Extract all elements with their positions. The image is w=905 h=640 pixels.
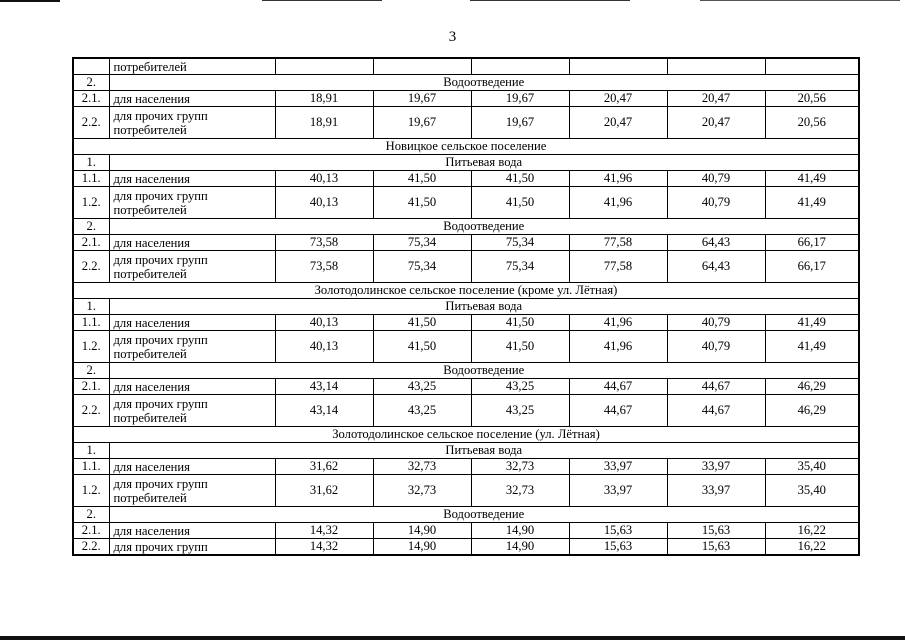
settlement-title: Золотодолинское сельское поселение (ул. Лётная) xyxy=(73,427,859,443)
tariff-value-cell: 41,50 xyxy=(373,171,471,187)
tariff-value-cell: 41,96 xyxy=(569,315,667,331)
table-row xyxy=(73,171,859,187)
table-row xyxy=(73,107,859,139)
tariff-value-cell: 40,79 xyxy=(667,331,765,363)
table-row xyxy=(73,459,859,475)
section-number: 2. xyxy=(73,507,109,523)
tariff-value-cell: 75,34 xyxy=(373,251,471,283)
empty-value-cell xyxy=(667,58,765,75)
section-title: Водоотведение xyxy=(109,219,859,235)
consumer-group-cell: для населения xyxy=(109,459,275,475)
settlement-title: Новицкое сельское поселение xyxy=(73,139,859,155)
tariff-value-cell: 43,25 xyxy=(373,395,471,427)
tariff-value-cell: 43,25 xyxy=(471,379,569,395)
consumer-group-cell: для прочих групп потребителей xyxy=(109,395,275,427)
tariff-value-cell: 43,25 xyxy=(471,395,569,427)
tariff-value-cell: 14,32 xyxy=(275,539,373,556)
table-row xyxy=(73,475,859,507)
table-row xyxy=(73,539,859,556)
tariff-value-cell: 15,63 xyxy=(569,523,667,539)
tariff-value-cell: 16,22 xyxy=(765,523,859,539)
tariff-value-cell: 64,43 xyxy=(667,235,765,251)
row-number-cell: 2.2. xyxy=(73,107,109,139)
empty-value-cell xyxy=(373,58,471,75)
tariff-value-cell: 35,40 xyxy=(765,459,859,475)
tariff-value-cell: 41,49 xyxy=(765,315,859,331)
tariff-value-cell: 41,50 xyxy=(471,315,569,331)
table-body xyxy=(73,58,859,555)
tariff-value-cell: 41,49 xyxy=(765,331,859,363)
tariff-value-cell: 33,97 xyxy=(667,475,765,507)
section-title: Питьевая вода xyxy=(109,443,859,459)
tariff-value-cell: 15,63 xyxy=(569,539,667,556)
tariff-value-cell: 75,34 xyxy=(471,251,569,283)
consumer-group-cell: для населения xyxy=(109,235,275,251)
empty-value-cell xyxy=(471,58,569,75)
page-number: 3 xyxy=(448,29,457,45)
tariff-value-cell: 46,29 xyxy=(765,395,859,427)
section-row xyxy=(73,443,859,459)
tariff-value-cell: 77,58 xyxy=(569,235,667,251)
tariff-value-cell: 66,17 xyxy=(765,251,859,283)
tariff-value-cell: 15,63 xyxy=(667,539,765,556)
table-row xyxy=(73,315,859,331)
tariff-value-cell: 18,91 xyxy=(275,107,373,139)
table-row xyxy=(73,331,859,363)
tariff-value-cell: 43,14 xyxy=(275,395,373,427)
tariff-value-cell: 41,50 xyxy=(471,171,569,187)
table-row xyxy=(73,187,859,219)
tariff-value-cell: 20,47 xyxy=(667,107,765,139)
section-row xyxy=(73,363,859,379)
tariff-value-cell: 33,97 xyxy=(569,459,667,475)
tariff-value-cell: 43,14 xyxy=(275,379,373,395)
section-number: 1. xyxy=(73,299,109,315)
tariff-value-cell: 75,34 xyxy=(373,235,471,251)
tariff-value-cell: 44,67 xyxy=(667,379,765,395)
row-number-cell: 1.1. xyxy=(73,315,109,331)
tariff-value-cell: 20,56 xyxy=(765,107,859,139)
tariff-value-cell: 41,96 xyxy=(569,171,667,187)
section-title: Водоотведение xyxy=(109,363,859,379)
tariff-value-cell: 44,67 xyxy=(667,395,765,427)
tariff-value-cell: 31,62 xyxy=(275,475,373,507)
tariff-value-cell: 73,58 xyxy=(275,251,373,283)
consumer-group-cell: для населения xyxy=(109,91,275,107)
tariff-value-cell: 14,90 xyxy=(373,523,471,539)
scan-edge-line xyxy=(0,0,60,2)
section-row xyxy=(73,75,859,91)
tariff-value-cell: 32,73 xyxy=(471,459,569,475)
section-number: 2. xyxy=(73,219,109,235)
table-row xyxy=(73,523,859,539)
tariff-value-cell: 75,34 xyxy=(471,235,569,251)
tariff-value-cell: 33,97 xyxy=(667,459,765,475)
table-row xyxy=(73,395,859,427)
section-row xyxy=(73,299,859,315)
tariff-value-cell: 46,29 xyxy=(765,379,859,395)
tariff-value-cell: 15,63 xyxy=(667,523,765,539)
consumer-group-cell: для прочих групп потребителей xyxy=(109,251,275,283)
row-number-cell: 1.2. xyxy=(73,475,109,507)
consumer-group-cell: для прочих групп потребителей xyxy=(109,107,275,139)
scan-edge-line xyxy=(262,0,382,1)
settlement-title: Золотодолинское сельское поселение (кроме ул. Лётная) xyxy=(73,283,859,299)
row-number-cell xyxy=(73,58,109,75)
row-number-cell: 2.1. xyxy=(73,523,109,539)
tariff-value-cell: 41,96 xyxy=(569,187,667,219)
row-number-cell: 2.1. xyxy=(73,235,109,251)
tariff-value-cell: 20,56 xyxy=(765,91,859,107)
tariff-value-cell: 41,96 xyxy=(569,331,667,363)
section-number: 1. xyxy=(73,155,109,171)
tariff-value-cell: 19,67 xyxy=(373,91,471,107)
section-title: Питьевая вода xyxy=(109,155,859,171)
tariff-value-cell: 19,67 xyxy=(471,91,569,107)
tariff-value-cell: 40,13 xyxy=(275,171,373,187)
tariff-table xyxy=(72,57,860,556)
tariff-value-cell: 40,13 xyxy=(275,315,373,331)
section-title: Питьевая вода xyxy=(109,299,859,315)
consumer-group-cell: для населения xyxy=(109,379,275,395)
section-number: 1. xyxy=(73,443,109,459)
section-row xyxy=(73,155,859,171)
section-title: Водоотведение xyxy=(109,507,859,523)
consumer-group-cell: для населения xyxy=(109,315,275,331)
table-row xyxy=(73,379,859,395)
consumer-group-cell: для прочих групп потребителей xyxy=(109,475,275,507)
tariff-value-cell: 41,50 xyxy=(373,187,471,219)
section-number: 2. xyxy=(73,75,109,91)
consumer-group-cell: для населения xyxy=(109,523,275,539)
tariff-value-cell: 20,47 xyxy=(569,91,667,107)
tariff-value-cell: 14,32 xyxy=(275,523,373,539)
row-number-cell: 1.1. xyxy=(73,171,109,187)
tariff-value-cell: 31,62 xyxy=(275,459,373,475)
tariff-value-cell: 20,47 xyxy=(667,91,765,107)
row-number-cell: 1.1. xyxy=(73,459,109,475)
tariff-value-cell: 32,73 xyxy=(373,459,471,475)
consumer-group-cell: для прочих групп потребителей xyxy=(109,331,275,363)
section-number: 2. xyxy=(73,363,109,379)
tariff-value-cell: 32,73 xyxy=(373,475,471,507)
table-row xyxy=(73,251,859,283)
tariff-value-cell: 41,50 xyxy=(471,187,569,219)
table-row xyxy=(73,91,859,107)
consumer-group-cell: для населения xyxy=(109,171,275,187)
row-number-cell: 2.2. xyxy=(73,539,109,556)
tariff-value-cell: 41,50 xyxy=(471,331,569,363)
scan-edge-line xyxy=(700,0,900,1)
table-row xyxy=(73,235,859,251)
tariff-value-cell: 33,97 xyxy=(569,475,667,507)
settlement-row xyxy=(73,139,859,155)
tariff-value-cell: 40,79 xyxy=(667,315,765,331)
tariff-value-cell: 35,40 xyxy=(765,475,859,507)
tariff-value-cell: 41,50 xyxy=(373,315,471,331)
tariff-value-cell: 41,49 xyxy=(765,171,859,187)
section-title: Водоотведение xyxy=(109,75,859,91)
tariff-value-cell: 16,22 xyxy=(765,539,859,556)
tariff-value-cell: 18,91 xyxy=(275,91,373,107)
empty-value-cell xyxy=(765,58,859,75)
tariff-value-cell: 32,73 xyxy=(471,475,569,507)
row-number-cell: 1.2. xyxy=(73,187,109,219)
tariff-value-cell: 44,67 xyxy=(569,395,667,427)
tariff-value-cell: 14,90 xyxy=(471,523,569,539)
tariff-value-cell: 44,67 xyxy=(569,379,667,395)
tariff-value-cell: 19,67 xyxy=(471,107,569,139)
tariff-value-cell: 77,58 xyxy=(569,251,667,283)
section-row xyxy=(73,507,859,523)
row-number-cell: 1.2. xyxy=(73,331,109,363)
tariff-value-cell: 66,17 xyxy=(765,235,859,251)
tariff-value-cell: 14,90 xyxy=(373,539,471,556)
tariff-value-cell: 19,67 xyxy=(373,107,471,139)
tariff-value-cell: 40,13 xyxy=(275,187,373,219)
tariff-value-cell: 41,49 xyxy=(765,187,859,219)
row-number-cell: 2.1. xyxy=(73,91,109,107)
table-row-continued xyxy=(73,58,859,75)
row-number-cell: 2.1. xyxy=(73,379,109,395)
tariff-value-cell: 41,50 xyxy=(373,331,471,363)
settlement-row xyxy=(73,427,859,443)
section-row xyxy=(73,219,859,235)
tariff-value-cell: 40,79 xyxy=(667,187,765,219)
scan-edge-line xyxy=(470,0,630,1)
tariff-value-cell: 40,79 xyxy=(667,171,765,187)
empty-value-cell xyxy=(569,58,667,75)
tariff-value-cell: 14,90 xyxy=(471,539,569,556)
tariff-value-cell: 73,58 xyxy=(275,235,373,251)
consumer-group-cell: потребителей xyxy=(109,58,275,75)
consumer-group-cell: для прочих групп потребителей xyxy=(109,187,275,219)
consumer-group-cell: для прочих групп xyxy=(109,539,275,556)
empty-value-cell xyxy=(275,58,373,75)
tariff-value-cell: 64,43 xyxy=(667,251,765,283)
tariff-value-cell: 43,25 xyxy=(373,379,471,395)
row-number-cell: 2.2. xyxy=(73,251,109,283)
row-number-cell: 2.2. xyxy=(73,395,109,427)
settlement-row xyxy=(73,283,859,299)
tariff-value-cell: 40,13 xyxy=(275,331,373,363)
tariff-value-cell: 20,47 xyxy=(569,107,667,139)
scan-edge-line xyxy=(0,636,905,640)
